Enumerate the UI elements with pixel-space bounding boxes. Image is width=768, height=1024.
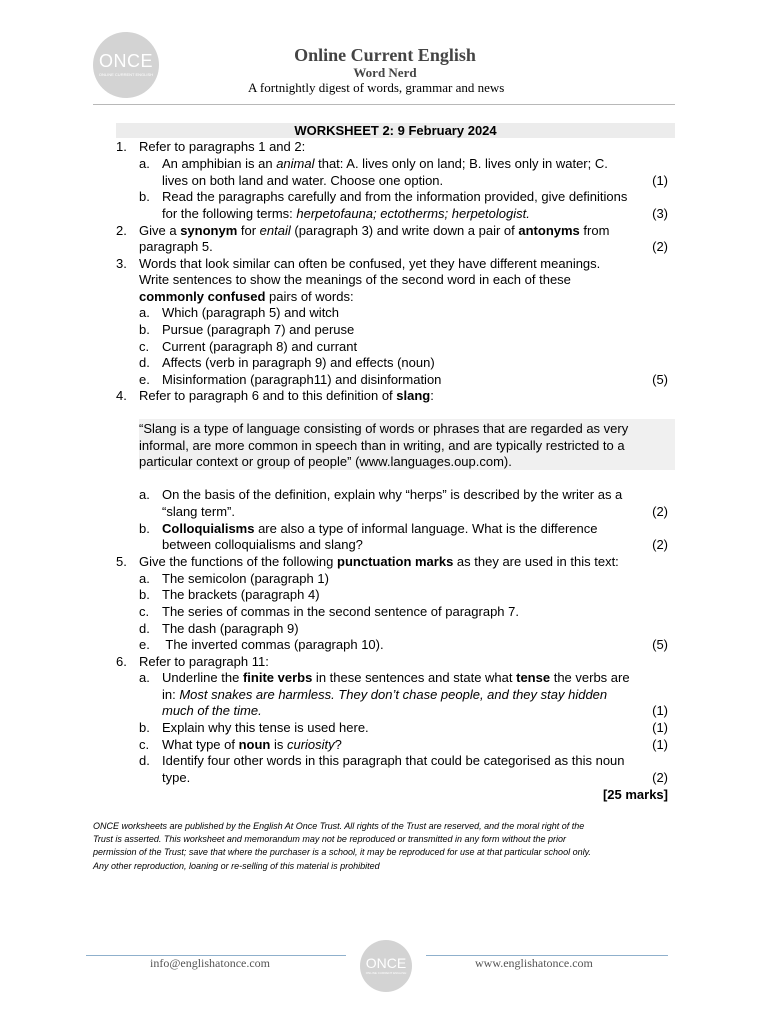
sub-letter: e. [139, 372, 150, 387]
footer-logo-subtext: ONLINE CURRENT ENGLISH [365, 971, 407, 975]
sub-letter: d. [139, 355, 150, 370]
worksheet-title: WORKSHEET 2: 9 February 2024 [116, 123, 675, 138]
publication-tagline: A fortnightly digest of words, grammar and news [248, 80, 505, 95]
list-item: The dash (paragraph 9) [162, 621, 299, 636]
question-line: On the basis of the definition, explain why “herps” is described by the writer as a [162, 487, 623, 502]
question-text: Refer to paragraphs 1 and 2: [139, 139, 306, 154]
question-line: in: Most snakes are harmless. They don’t chase people, and they stay hidden [162, 687, 608, 702]
question-number: 1. [116, 139, 127, 154]
question-line: Refer to paragraph 6 and to this definition of slang: [139, 388, 434, 403]
question-number: 4. [116, 388, 127, 403]
question-line: Give a synonym for entail (paragraph 3) and write down a pair of antonyms from [139, 223, 610, 238]
copyright-line: ONCE worksheets are published by the English At Once Trust. All rights of the Trust are reserved, and the moral right of the [93, 821, 585, 831]
copyright-line: Any other reproduction, loaning or re-selling of this material is prohibited [93, 861, 380, 871]
question-text: Refer to paragraph 11: [139, 654, 269, 669]
question-line: What type of noun is curiosity? [162, 737, 342, 752]
copyright-line: permission of the Trust; save that where the purchaser is a school, it may be reproduced for use at that particular school only. [93, 847, 591, 857]
mark-allocation: (2) [652, 504, 668, 519]
quote-line: informal, are more common in speech than in writing, and are typically restricted to a [139, 438, 625, 453]
footer-website-link[interactable]: www.englishatonce.com [475, 956, 593, 970]
list-item: Affects (verb in paragraph 9) and effects (noun) [162, 355, 435, 370]
mark-allocation: (2) [652, 239, 668, 254]
header-divider [93, 104, 675, 105]
question-number: 2. [116, 223, 127, 238]
sub-letter: c. [139, 737, 150, 752]
list-item: Misinformation (paragraph11) and disinformation [162, 372, 442, 387]
question-line: Explain why this tense is used here. [162, 720, 369, 735]
sub-letter: a. [139, 156, 150, 171]
list-item: The series of commas in the second sentence of paragraph 7. [162, 604, 519, 619]
sub-letter: e. [139, 637, 150, 652]
list-item: Which (paragraph 5) and witch [162, 305, 340, 320]
question-number: 6. [116, 654, 127, 669]
sub-letter: b. [139, 720, 150, 735]
footer-email-link[interactable]: info@englishatonce.com [150, 956, 271, 970]
question-line: Words that look similar can often be confused, yet they have different meanings. [139, 256, 601, 271]
copyright-line: Trust is asserted. This worksheet and memorandum may not be reproduced or transmitted in any form without the prior [93, 834, 567, 844]
sub-letter: c. [139, 604, 150, 619]
question-line: Identify four other words in this paragraph that could be categorised as this noun [162, 753, 625, 768]
sub-letter: b. [139, 189, 150, 204]
question-line: type. [162, 770, 191, 785]
mark-allocation: (5) [652, 372, 668, 387]
publication-title: Online Current English [294, 45, 476, 65]
question-line: Give the functions of the following punctuation marks as they are used in this text: [139, 554, 619, 569]
list-item: Current (paragraph 8) and currant [162, 339, 358, 354]
list-item: The inverted commas (paragraph 10). [162, 637, 384, 652]
question-line: paragraph 5. [139, 239, 213, 254]
sub-letter: a. [139, 487, 150, 502]
list-item: Pursue (paragraph 7) and peruse [162, 322, 355, 337]
logo-text: ONCE [98, 51, 153, 71]
mark-allocation: (3) [652, 206, 668, 221]
sub-letter: d. [139, 753, 150, 768]
total-marks: [25 marks] [602, 787, 668, 802]
mark-allocation: (1) [652, 173, 668, 188]
question-line: An amphibian is an animal that: A. lives only on land; B. lives only in water; C. [162, 156, 608, 171]
sub-letter: a. [139, 670, 150, 685]
once-logo [93, 32, 159, 98]
sub-letter: a. [139, 571, 150, 586]
question-line: much of the time. [162, 703, 262, 718]
question-line: for the following terms: herpetofauna; ectotherms; herpetologist. [162, 206, 530, 221]
question-line: “slang term”. [162, 504, 235, 519]
mark-allocation: (1) [652, 720, 668, 735]
mark-allocation: (1) [652, 703, 668, 718]
question-line: Colloquialisms are also a type of informal language. What is the difference [162, 521, 598, 536]
publication-subtitle: Word Nerd [353, 65, 417, 80]
quote-line: particular context or group of people” (www.languages.oup.com). [139, 454, 512, 469]
question-line: lives on both land and water. Choose one option. [162, 173, 444, 188]
question-line: between colloquialisms and slang? [162, 537, 363, 552]
mark-allocation: (1) [652, 737, 668, 752]
mark-allocation: (2) [652, 770, 668, 785]
footer-logo-text: ONCE [365, 955, 407, 971]
sub-letter: d. [139, 621, 150, 636]
question-line: Underline the finite verbs in these sentences and state what tense the verbs are [162, 670, 630, 685]
question-number: 3. [116, 256, 127, 271]
sub-letter: b. [139, 322, 150, 337]
list-item: The brackets (paragraph 4) [162, 587, 320, 602]
footer-once-logo [360, 940, 412, 992]
sub-letter: b. [139, 521, 150, 536]
list-item: The semicolon (paragraph 1) [162, 571, 329, 586]
sub-letter: a. [139, 305, 150, 320]
question-line: Write sentences to show the meanings of the second word in each of these [139, 272, 571, 287]
question-line: Read the paragraphs carefully and from the information provided, give definitions [162, 189, 628, 204]
quote-line: “Slang is a type of language consisting of words or phrases that are regarded as very [139, 421, 629, 436]
sub-letter: c. [139, 339, 150, 354]
sub-letter: b. [139, 587, 150, 602]
mark-allocation: (5) [652, 637, 668, 652]
mark-allocation: (2) [652, 537, 668, 552]
question-number: 5. [116, 554, 127, 569]
logo-subtext: ONLINE CURRENT ENGLISH [98, 72, 154, 77]
question-line: commonly confused pairs of words: [139, 289, 354, 304]
